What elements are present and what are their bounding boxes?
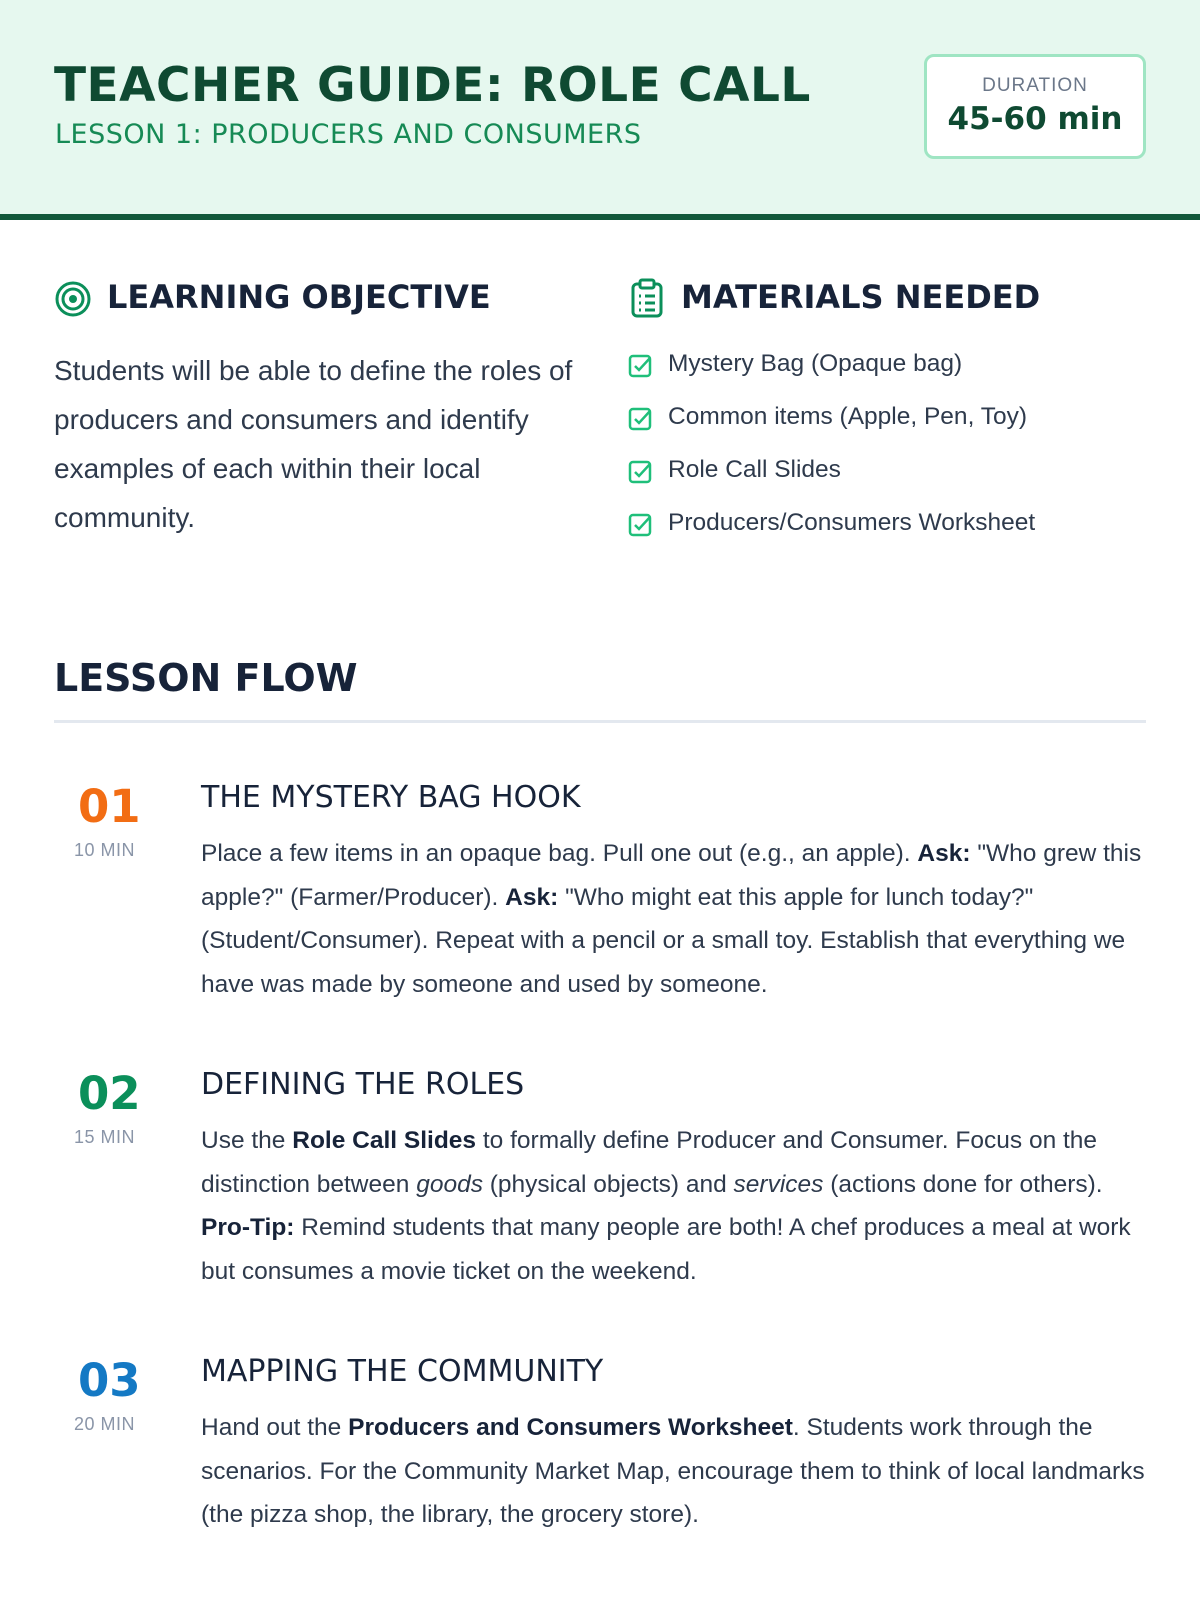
materials-item [628,453,1035,506]
step-title: THE MYSTERY BAG HOOK [201,780,581,815]
checkbox-checked-icon [628,459,654,485]
materials-item-label: Producers/Consumers Worksheet [668,509,1036,536]
lesson-flow-heading: LESSON FLOW [54,656,358,700]
step-number: 02 [78,1067,141,1120]
objective-text: Students will be able to define the roles of producers and consumers and identify examples of each within their local community. [54,355,573,533]
clipboard-icon [630,278,664,318]
step-duration: 10 MIN [74,840,136,860]
duration-box [924,54,1146,159]
checkbox-checked-icon [628,512,654,538]
materials-list [628,347,1035,559]
target-icon [54,280,92,318]
step-duration: 15 MIN [74,1127,136,1147]
step-title: DEFINING THE ROLES [201,1067,525,1102]
step-title: MAPPING THE COMMUNITY [201,1354,604,1389]
materials-item [628,400,1035,453]
duration-label: DURATION [982,75,1088,96]
materials-item-label: Mystery Bag (Opaque bag) [668,350,963,377]
divider [54,720,1146,723]
materials-heading: MATERIALS NEEDED [681,278,1041,316]
step-number: 03 [78,1354,141,1407]
materials-item-label: Common items (Apple, Pen, Toy) [668,403,1028,430]
page-title: TEACHER GUIDE: ROLE CALL [54,58,811,113]
materials-item-label: Role Call Slides [668,456,841,483]
step-description: Use the Role Call Slides to formally define Producer and Consumer. Focus on the distinction between goods (physical objects) and services (actions done for others). Pro-Tip: Remind students that many people are both! A chef produces a meal at work but consumes a movie ticket on the weekend. [201,1127,1131,1285]
step-number: 01 [78,780,141,833]
objective-heading: LEARNING OBJECTIVE [107,278,491,316]
checkbox-checked-icon [628,406,654,432]
materials-item [628,506,1035,559]
lesson-subtitle: LESSON 1: PRODUCERS AND CONSUMERS [55,119,642,150]
step-description: Place a few items in an opaque bag. Pull one out (e.g., an apple). Ask: "Who grew this apple?" (Farmer/Producer). Ask: "Who might eat this apple for lunch today?" (Student/Consumer). Repeat with a pencil or a small toy. Establish that everything we have was made by someone and used by someone. [201,840,1142,998]
duration-value: 45-60 min [947,101,1123,137]
page-header [0,0,1200,220]
step-duration: 20 MIN [74,1414,136,1434]
checkbox-checked-icon [628,353,654,379]
materials-item [628,347,1035,400]
step-description: Hand out the Producers and Consumers Worksheet. Students work through the scenarios. For the Community Market Map, encourage them to think of local landmarks (the pizza shop, the library, the grocery store). [201,1414,1145,1528]
